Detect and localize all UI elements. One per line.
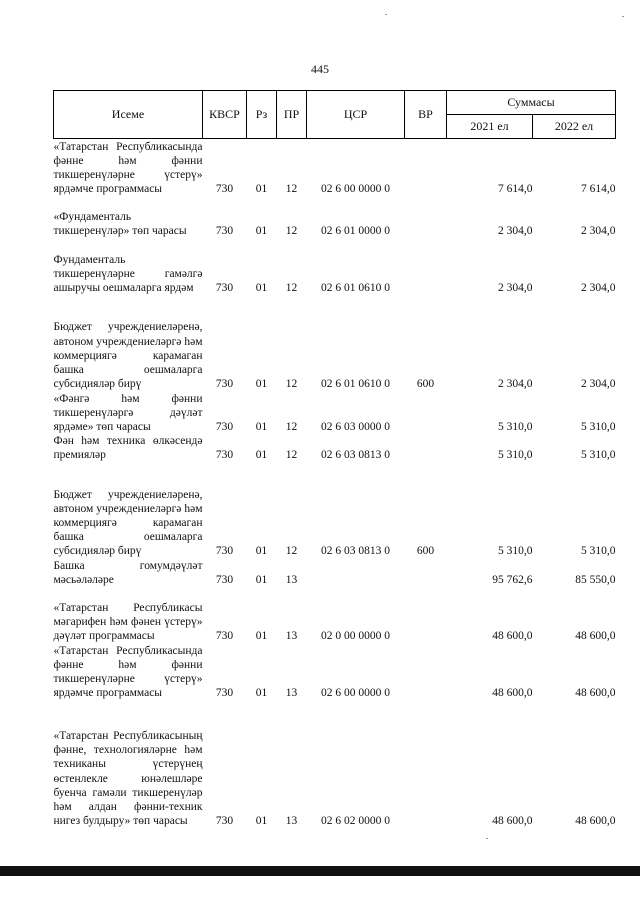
row-name: «Татарстан Республикасында фәнне һәм фәнни тикшеренүләрне үстерү» ярдәмче программасы: [53, 140, 203, 196]
row-vr: [405, 434, 447, 462]
table-row: [54, 139, 616, 197]
row-name: Бюджет учреждениеләренә, автоном учреждениеләргә һәм коммерциягә карамаган башка оешмаларга субсидияләр бирү: [53, 321, 203, 391]
row-pr: 13: [285, 574, 298, 587]
row-2021: 48 600,0: [492, 630, 533, 643]
row-name: «Татарстан Республикасы мәгарифен һәм фәнен үстерү» дәүләт программасы: [53, 601, 203, 643]
row-rz: 01: [255, 225, 268, 238]
row-2022: 2 304,0: [581, 225, 616, 238]
row-name: Башка гомумдәүләт мәсьәләләре: [53, 560, 203, 587]
row-2022: 5 310,0: [581, 420, 616, 433]
row-name: «Фәнгә һәм фәнни тикшеренүләргә дәүләт ярдәме» төп чарасы: [53, 392, 203, 433]
table-row: [54, 559, 616, 588]
table-row: [54, 197, 616, 239]
row-kvsr: 730: [215, 225, 234, 238]
row-2022: 85 550,0: [575, 574, 616, 587]
row-rz: 01: [255, 687, 268, 700]
row-csr: 02 6 02 0000 0: [321, 815, 390, 828]
row-kvsr: 730: [215, 687, 234, 700]
header-sums: Суммасы: [447, 91, 616, 115]
header-kvsr: КВСР: [203, 91, 247, 139]
budget-table: [53, 90, 616, 828]
row-2022: 5 310,0: [581, 545, 616, 558]
row-rz: 01: [255, 449, 268, 462]
row-pr: 12: [285, 183, 298, 196]
row-2022: 2 304,0: [581, 282, 616, 295]
row-csr: 02 6 01 0610 0: [321, 282, 390, 295]
table-row: [54, 463, 616, 559]
row-pr: 13: [285, 815, 298, 828]
row-csr: [307, 559, 405, 588]
row-pr: 12: [285, 420, 298, 433]
scan-speck: [385, 14, 387, 15]
header-rz: Рз: [247, 91, 277, 139]
scan-speck: [622, 16, 624, 17]
table-row: [54, 392, 616, 435]
header-name: Исеме: [54, 91, 203, 139]
row-name: Бюджет учреждениеләренә, автоном учреждениеләргә һәм коммерциягә карамаган башка оешмаларга субсидияләр бирү: [53, 488, 203, 558]
table-row: [54, 239, 616, 296]
row-vr: 600: [416, 378, 435, 391]
row-kvsr: 730: [215, 545, 234, 558]
table-row: [54, 434, 616, 462]
row-csr: 02 6 01 0610 0: [321, 378, 390, 391]
row-kvsr: 730: [215, 282, 234, 295]
row-rz: 01: [255, 420, 268, 433]
row-name: «Татарстан Республикасының фәнне, технологияләрне һәм техниканы үстерүнең өстенлекле юнәлешләре буенча гамәли тикшеренүләр һәм алдан фәнни-техник нигез булдыру» төп чарасы: [53, 729, 203, 828]
row-csr: 02 6 03 0813 0: [321, 449, 390, 462]
scan-speck: [486, 838, 488, 839]
page-number: 445: [311, 62, 329, 76]
row-2021: 5 310,0: [498, 545, 533, 558]
row-rz: 01: [255, 630, 268, 643]
row-pr: 12: [285, 282, 298, 295]
header-pr: ПР: [277, 91, 307, 139]
row-kvsr: 730: [215, 574, 234, 587]
row-vr: [405, 239, 447, 296]
table-row: [54, 296, 616, 392]
row-2021: 2 304,0: [498, 378, 533, 391]
row-rz: 01: [255, 815, 268, 828]
row-2022: 48 600,0: [575, 630, 616, 643]
row-vr: [405, 139, 447, 197]
row-pr: 12: [285, 449, 298, 462]
header-csr: ЦСР: [307, 91, 405, 139]
row-rz: 01: [255, 545, 268, 558]
row-2022: 7 614,0: [581, 183, 616, 196]
row-2021: 2 304,0: [498, 282, 533, 295]
header-year-2022: 2022 ел: [533, 115, 616, 139]
row-name: «Фундаменталь тикшеренүләр» төп чарасы: [53, 211, 187, 238]
row-vr: [405, 588, 447, 644]
row-2021: 95 762,6: [492, 574, 533, 587]
row-kvsr: 730: [215, 420, 234, 433]
row-pr: 12: [285, 378, 298, 391]
row-kvsr: 730: [215, 815, 234, 828]
row-rz: 01: [255, 282, 268, 295]
row-rz: 01: [255, 378, 268, 391]
table-row: [54, 588, 616, 644]
scan-bottom-edge: [0, 866, 640, 876]
row-vr: 600: [416, 545, 435, 558]
row-kvsr: 730: [215, 378, 234, 391]
row-csr: 02 6 03 0813 0: [321, 545, 390, 558]
row-csr: 02 6 03 0000 0: [321, 420, 390, 433]
row-2021: 48 600,0: [492, 687, 533, 700]
table-row: [54, 700, 616, 828]
row-2021: 48 600,0: [492, 815, 533, 828]
table-body: [54, 139, 616, 829]
row-vr: [405, 197, 447, 239]
row-csr: 02 6 00 0000 0: [321, 183, 390, 196]
row-kvsr: 730: [215, 630, 234, 643]
row-vr: [405, 700, 447, 828]
row-pr: 13: [285, 687, 298, 700]
row-csr: 02 0 00 0000 0: [321, 630, 390, 643]
table-row: [54, 644, 616, 701]
row-csr: 02 6 01 0000 0: [321, 225, 390, 238]
header-year-2021: 2021 ел: [447, 115, 533, 139]
row-vr: [405, 392, 447, 435]
row-kvsr: 730: [215, 449, 234, 462]
row-vr: [405, 559, 447, 588]
row-2021: 5 310,0: [498, 449, 533, 462]
row-pr: 13: [285, 630, 298, 643]
row-2022: 48 600,0: [575, 687, 616, 700]
row-2022: 48 600,0: [575, 815, 616, 828]
row-vr: [405, 644, 447, 701]
row-2021: 2 304,0: [498, 225, 533, 238]
row-2022: 5 310,0: [581, 449, 616, 462]
row-2022: 2 304,0: [581, 378, 616, 391]
row-pr: 12: [285, 225, 298, 238]
row-rz: 01: [255, 574, 268, 587]
row-2021: 7 614,0: [498, 183, 533, 196]
row-kvsr: 730: [215, 183, 234, 196]
row-2021: 5 310,0: [498, 420, 533, 433]
row-name: «Татарстан Республикасында фәнне һәм фәнни тикшеренүләрне үстерү» ярдәмче программасы: [53, 644, 203, 700]
row-csr: 02 6 00 0000 0: [321, 687, 390, 700]
row-name: Фән һәм техника өлкәсендә премияләр: [53, 435, 203, 462]
row-rz: 01: [255, 183, 268, 196]
row-name: Фундаменталь тикшеренүләрне гамәлгә ашыручы оешмаларга ярдәм: [53, 253, 203, 295]
row-pr: 12: [285, 545, 298, 558]
header-vr: ВР: [405, 91, 447, 139]
